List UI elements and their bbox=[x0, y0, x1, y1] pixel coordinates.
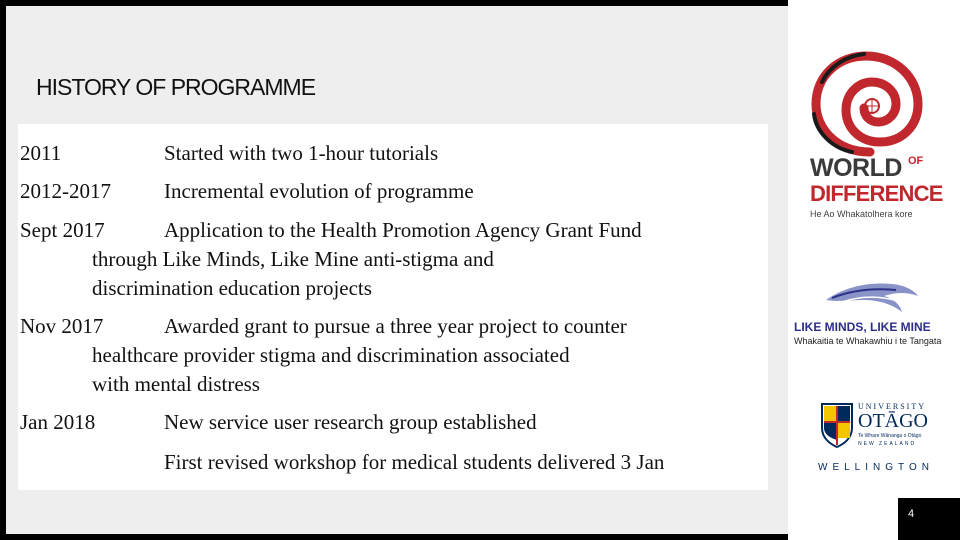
crest-icon bbox=[820, 402, 854, 448]
timeline-date: 2012-2017 bbox=[20, 179, 111, 203]
timeline-text: through Like Minds, Like Mine anti-stigma and bbox=[92, 247, 494, 271]
logo-text: DIFFERENCE bbox=[810, 181, 943, 206]
logo-subtitle: Whakaitia te Whakawhiu i te Tangata bbox=[794, 336, 942, 346]
koru-swirl-icon bbox=[808, 48, 932, 160]
timeline-text: Incremental evolution of programme bbox=[164, 179, 474, 203]
like-minds-logo bbox=[792, 276, 954, 346]
logo-text: OTĀGO bbox=[858, 410, 928, 432]
timeline-text: with mental distress bbox=[92, 372, 260, 396]
page-number: 4 bbox=[898, 498, 960, 540]
timeline-date: Jan 2018 bbox=[20, 410, 96, 434]
logo-subtitle: NEW ZEALAND bbox=[858, 441, 917, 447]
timeline-text: Awarded grant to pursue a three year project to counter bbox=[164, 314, 627, 338]
world-of-difference-logo bbox=[808, 48, 943, 228]
timeline-text: Started with two 1-hour tutorials bbox=[164, 141, 439, 165]
wave-icon bbox=[822, 276, 922, 318]
timeline-date: Nov 2017 bbox=[20, 314, 104, 338]
logo-text: LIKE MINDS, LIKE MINE bbox=[794, 320, 931, 334]
slide-title: HISTORY OF PROGRAMME bbox=[36, 74, 316, 100]
logo-campus: WELLINGTON bbox=[818, 462, 934, 473]
logo-text: UNIVERSITY bbox=[858, 402, 926, 411]
otago-logo bbox=[814, 400, 938, 478]
logo-text: OF bbox=[908, 155, 924, 167]
logo-subtitle: He Ao Whakatolhera kore bbox=[810, 209, 913, 219]
timeline-text: New service user research group established bbox=[164, 410, 537, 434]
timeline-text: First revised workshop for medical students delivered 3 Jan bbox=[164, 450, 665, 474]
logo-subtitle: Te Whare Wānanga o Otāgo bbox=[858, 433, 922, 439]
timeline-text: healthcare provider stigma and discrimination associated bbox=[92, 343, 570, 367]
timeline-text: discrimination education projects bbox=[92, 276, 372, 300]
logo-text: WORLD bbox=[810, 154, 902, 182]
timeline-date: Sept 2017 bbox=[20, 218, 105, 242]
timeline-date: 2011 bbox=[20, 141, 62, 165]
timeline-text: Application to the Health Promotion Agency Grant Fund bbox=[164, 218, 642, 242]
